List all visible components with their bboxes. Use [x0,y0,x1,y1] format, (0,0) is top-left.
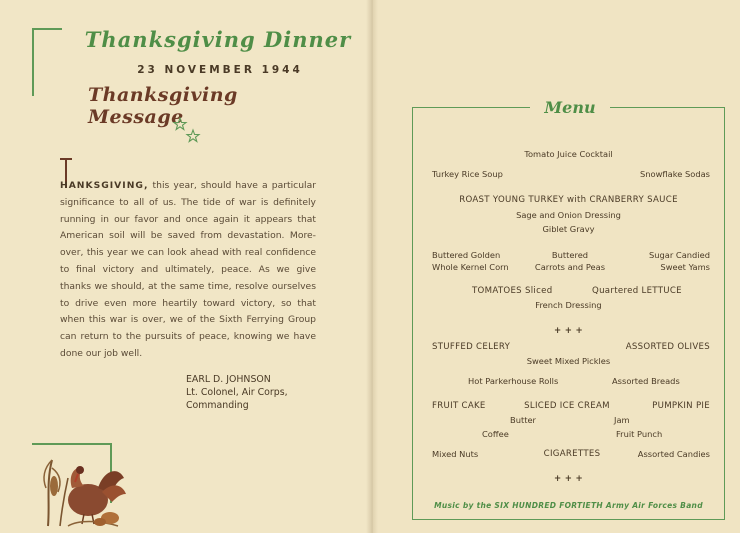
message-lead-word: HANKSGIVING, [60,180,149,191]
corner-mark-top-vertical [32,28,34,96]
menu-item-yams-line-1: Sugar Candied [648,250,710,260]
menu-label: Menu [530,98,610,117]
menu-item-turkey-rice-soup: Turkey Rice Soup [432,169,503,179]
page-fold [366,0,378,533]
menu-item-pickles: Sweet Mixed Pickles [526,356,611,366]
menu-item-carrots-line-1: Buttered [551,250,589,260]
thanksgiving-message [60,178,316,363]
menu-separator-1: + + + [553,326,584,336]
menu-item-fruit-cake: FRUIT CAKE [432,401,486,411]
dinner-title: Thanksgiving Dinner [84,27,352,52]
menu-item-candies: Assorted Candies [637,449,710,459]
signature-block [186,373,288,412]
menu-item-dressing: Sage and Onion Dressing [516,210,621,220]
menu-item-carrots-line-2: Carrots and Peas [534,262,606,272]
menu-item-butter: Butter [510,415,536,425]
signature-rank: Lt. Colonel, Air Corps, [186,387,288,398]
menu-item-ice-cream: SLICED ICE CREAM [524,401,610,411]
corner-mark-top-horizontal [32,28,62,30]
menu-item-tomatoes: TOMATOES Sliced [472,286,553,296]
menu-item-corn-line-2: Whole Kernel Corn [432,262,509,272]
menu-separator-2: + + + [553,474,584,484]
menu-item-french-dressing: French Dressing [535,300,602,310]
menu-item-olives: ASSORTED OLIVES [625,342,710,352]
menu-item-gravy: Giblet Gravy [542,224,595,234]
message-body: this year, should have a particular significance to all of us. The tide of war is definitely running in our favor and once again it appears that American soil will be saved from devastation. More-over, this year we can look ahead with real confidence to final victory and ultimately, peace. As we give thanks we should, at the same time, resolve ourselves to drive even more heartily toward victory, so that when this war is over, we of the Sixth Ferrying Group can return to the pursuits of peace, knowing we have done our job well. [60,180,317,359]
message-title: Thanksgiving Message [88,84,238,128]
menu-item-coffee: Coffee [482,429,509,439]
signature-name: EARL D. JOHNSON [186,374,271,385]
menu-item-cigarettes: CIGARETTES [543,449,601,459]
menu-item-corn-line-1: Buttered Golden [432,250,501,260]
menu-item-tomato-juice: Tomato Juice Cocktail [524,149,613,159]
stars-icon [172,116,212,146]
menu-item-breads: Assorted Breads [612,376,680,386]
menu-item-mixed-nuts: Mixed Nuts [432,449,479,459]
dinner-date: 23 NOVEMBER 1944 [137,64,303,76]
menu-item-pumpkin-pie: PUMPKIN PIE [652,401,710,411]
band-credit: Music by the SIX HUNDRED FORTIETH Army Air Forces Band [434,501,703,510]
menu-item-yams-line-2: Sweet Yams [660,262,710,272]
menu-item-rolls: Hot Parkerhouse Rolls [468,376,559,386]
menu-item-snowflake-sodas: Snowflake Sodas [640,169,710,179]
menu-item-celery: STUFFED CELERY [432,342,511,352]
signature-role: Commanding [186,400,249,411]
menu-item-fruit-punch: Fruit Punch [616,429,663,439]
corner-mark-bottom-horizontal [32,443,112,445]
menu-item-jam: Jam [614,415,630,425]
menu-item-roast-turkey: ROAST YOUNG TURKEY with CRANBERRY SAUCE [459,195,678,205]
menu-item-lettuce: Quartered LETTUCE [592,286,682,296]
turkey-illustration-icon [38,448,128,528]
